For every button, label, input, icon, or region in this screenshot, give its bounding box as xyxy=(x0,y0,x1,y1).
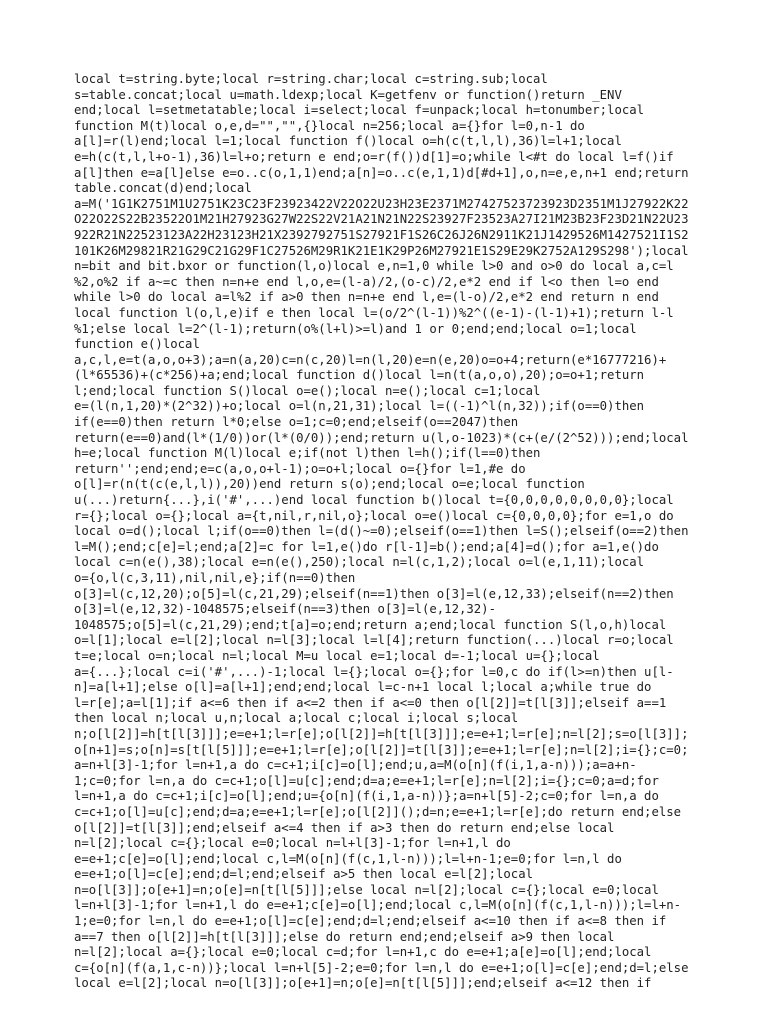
code-line: 1;e=0;for l=n,l do e=e+1;o[l]=c[e];end;d=l;end;elseif a<=10 then if a<=8 then if xyxy=(74,914,667,929)
code-line: n;o[l[2]]=h[t[l[3]]];e=e+1;l=r[e];o[l[2]]=h[t[l[3]]];e=e+1;l=r[e];n=l[2];s=o[l[3]]; xyxy=(74,726,689,741)
code-line: %1;else local l=2^(l-1);return(o%(l+l)>=l)and 1 or 0;end;end;local o=1;local xyxy=(74,321,637,336)
code-line: l=n+l[3]-1;for l=n+1,l do e=e+1;c[e]=o[l];end;local c,l=M(o[n](f(c,1,l-n)));l=l+n- xyxy=(74,898,682,913)
code-line: 101K26M29821R21G29C21G29F1C27526M29R1K21E1K29P26M27921E1S29E29K2752A129S298');local xyxy=(74,243,689,258)
code-line: a=M('1G1K2751M1U2751K23C23F23923422V22O22U23H23E2371M27427523723923D2351M1J27922K22 xyxy=(74,196,689,211)
code-line: e=(l(n,1,20)*(2^32))+o;local o=l(n,21,31);local l=((-1)^l(n,32));if(o==0)then xyxy=(74,399,645,414)
code-line: o[3]=l(e,12,32)-1048575;elseif(n==3)then o[3]=l(e,12,32)- xyxy=(74,602,496,617)
code-line: a={...};local c=i('#',...)-1;local l={};local o={};for l=0,c do if(l>=n)then u[l- xyxy=(74,664,674,679)
code-line: r={};local o={};local a={t,nil,r,nil,o};local o=e()local c={0,0,0,0};for e=1,o do xyxy=(74,508,674,523)
code-line: function e()local xyxy=(74,337,200,352)
code-line: n=o[l[3]];o[e+1]=n;o[e]=n[t[l[5]]];else local n=l[2];local c={};local e=0;local xyxy=(74,882,659,897)
code-line: return'';end;end;e=c(a,o,o+l-1);o=o+l;local o={}for l=1,#e do xyxy=(74,461,526,476)
code-line: %2,o%2 if a~=c then n=n+e end l,o,e=(l-a)/2,(o-c)/2,e*2 end if l<o then l=o end xyxy=(74,274,659,289)
code-line: t=e;local o=n;local n=l;local M=u local e=1;local d=-1;local u={};local xyxy=(74,648,600,663)
code-line: l;end;local function S()local o=e();local n=e();local c=1;local xyxy=(74,383,541,398)
code-line: while l>0 do local a=l%2 if a>0 then n=n+e end l,e=(l-o)/2,e*2 end return n end xyxy=(74,290,659,305)
code-line: function M(t)local o,e,d="","",{}local n=256;local a={}for l=0,n-1 do xyxy=(74,118,585,133)
code-line: 1;c=0;for l=n,a do c=c+1;o[l]=u[c];end;d=a;e=e+1;l=r[e];n=l[2];i={};c=0;a=d;for xyxy=(74,773,659,788)
code-line: 922R21N22523123A22H23123H21X2392792751S27921F1S26C26J26N2911K21J1429526M1427521I1S2 xyxy=(74,227,689,242)
code-line: a[l]then e=a[l]else e=o..c(o,1,1)end;a[n]=o..c(e,1,1)d[#d+1],o,n=e,e,n+1 end;return xyxy=(74,165,689,180)
code-line: e=e+1;o[l]=c[e];end;d=l;end;elseif a>5 then local e=l[2];local xyxy=(74,867,534,882)
code-line: o[n+1]=s;o[n]=s[t[l[5]]];e=e+1;l=r[e];o[l[2]]=t[l[3]];e=e+1;l=r[e];n=l[2];i={};c=0; xyxy=(74,742,689,757)
code-line: local function l(o,l,e)if e then local l=(o/2^(l-1))%2^((e-1)-(l-1)+1);return l-l xyxy=(74,305,674,320)
code-line: o={o,l(c,3,11),nil,nil,e};if(n==0)then xyxy=(74,571,356,585)
code-line: e=h(c(t,l,l+o-1),36)l=l+o;return e end;o=r(f())d[1]=o;while l<#t do local l=f()if xyxy=(74,149,674,164)
code-line: a=n+l[3]-1;for l=n+1,a do c=c+1;i[c]=o[l];end;u,a=M(o[n](f(i,1,a-n)));a=a+n- xyxy=(74,758,637,773)
code-line: n=l[2];local a={};local e=0;local c=d;for l=n+1,c do e=e+1;a[e]=o[l];end;local xyxy=(74,945,652,960)
code-line: o[l[2]]=t[l[3]];end;elseif a<=4 then if a>3 then do return end;else local xyxy=(74,820,615,835)
code-line: c={o[n](f(a,1,c-n))};local l=n+l[5]-2;e=0;for l=n,l do e=e+1;o[l]=c[e];end;d=l;else xyxy=(74,960,689,975)
code-line: h=e;local function M(l)local e;if(not l)then l=h();if(l==0)then xyxy=(74,446,541,461)
code-line: O22O22S22B23522O1M21H27923G27W22S22V21A21N21N22S23927F23523A27I21M23B23F23D21N22U23 xyxy=(74,212,689,227)
code-line: local c=n(e(),38);local e=n(e(),250);local n=l(c,1,2);local o=l(e,1,11);local xyxy=(74,555,645,570)
code-line: a[l]=r(l)end;local l=1;local function f()local o=h(c(t,l,l),36)l=l+1;local xyxy=(74,134,622,149)
code-line: then local n;local u,n;local a;local c;local i;local s;local xyxy=(74,711,519,726)
code-line: o[l]=r(n(t(c(e,l,l)),20))end return s(o);end;local o=e;local function xyxy=(74,477,585,492)
code-line: end;local l=setmetatable;local i=select;local f=unpack;local h=tonumber;local xyxy=(74,103,645,118)
code-line: l=r[e];a=l[1];if a<=6 then if a<=2 then if a<=0 then o[l[2]]=t[l[3]];elseif a==1 xyxy=(74,695,667,710)
code-line: n]=a[l+1];else o[l]=a[l+1];end;end;local l=c-n+1 local l;local a;while true do xyxy=(74,680,652,695)
code-line: table.concat(d)end;local xyxy=(74,181,252,196)
code-line: local o=d();local l;if(o==0)then l=(d()~=0);elseif(o==1)then l=S();elseif(o==2)then xyxy=(74,524,689,539)
code-line: if(e==0)then return l*0;else o=1;c=0;end;elseif(o==2047)then xyxy=(74,415,519,430)
code-line: e=e+1;c[e]=o[l];end;local c,l=M(o[n](f(c,1,l-n)));l=l+n-1;e=0;for l=n,l do xyxy=(74,851,622,866)
code-line: n=l[2];local c={};local e=0;local n=l+l[3]-1;for l=n+1,l do xyxy=(74,836,511,851)
code-block xyxy=(74,72,714,992)
code-line: n=bit and bit.bxor or function(l,o)local e,n=1,0 while l>0 and o>0 do local a,c=l xyxy=(74,259,674,274)
code-line: o[3]=l(c,12,20);o[5]=l(c,21,29);elseif(n==1)then o[3]=l(e,12,33);elseif(n==2)then xyxy=(74,586,674,601)
code-line: local t=string.byte;local r=string.char;local c=string.sub;local xyxy=(74,72,548,86)
code-line: local e=l[2];local n=o[l[3]];o[e+1]=n;o[e]=n[t[l[5]]];end;elseif a<=12 then if xyxy=(74,976,652,991)
code-line: u(...)return{...},i('#',...)end local function b()local t={0,0,0,0,0,0,0,0};local xyxy=(74,493,674,508)
code-line: l=M();end;c[e]=l;end;a[2]=c for l=1,e()do r[l-1]=b();end;a[4]=d();for a=1,e()do xyxy=(74,539,659,554)
code-line: a==7 then o[l[2]]=h[t[l[3]]];else do return end;end;elseif a>9 then local xyxy=(74,929,615,944)
code-line: s=table.concat;local u=math.ldexp;local K=getfenv or function()return _ENV xyxy=(74,87,622,102)
code-line: 1048575;o[5]=l(c,21,29);end;t[a]=o;end;return a;end;local function S(l,o,h)local xyxy=(74,617,667,632)
code-line: o=l[1];local e=l[2];local n=l[3];local l=l[4];return function(...)local r=o;local xyxy=(74,633,674,648)
code-line: l=n+1,a do c=c+1;i[c]=o[l];end;u={o[n](f(i,1,a-n))};a=n+l[5]-2;c=0;for l=n,a do xyxy=(74,789,659,804)
code-line: (l*65536)+(c*256)+a;end;local function d()local l=n(t(a,o,o),20);o=o+1;return xyxy=(74,368,645,383)
code-line: return(e==0)and(l*(1/0))or(l*(0/0));end;return u(l,o-1023)*(c+(e/(2^52)));end;local xyxy=(74,430,689,445)
code-line: a,c,l,e=t(a,o,o+3);a=n(a,20)c=n(c,20)l=n(l,20)e=n(e,20)o=o+4;return(e*16777216)+ xyxy=(74,352,667,367)
code-line: c=c+1;o[l]=u[c];end;d=a;e=e+1;l=r[e];o[l[2]]();d=n;e=e+1;l=r[e];do return end;else xyxy=(74,804,682,819)
